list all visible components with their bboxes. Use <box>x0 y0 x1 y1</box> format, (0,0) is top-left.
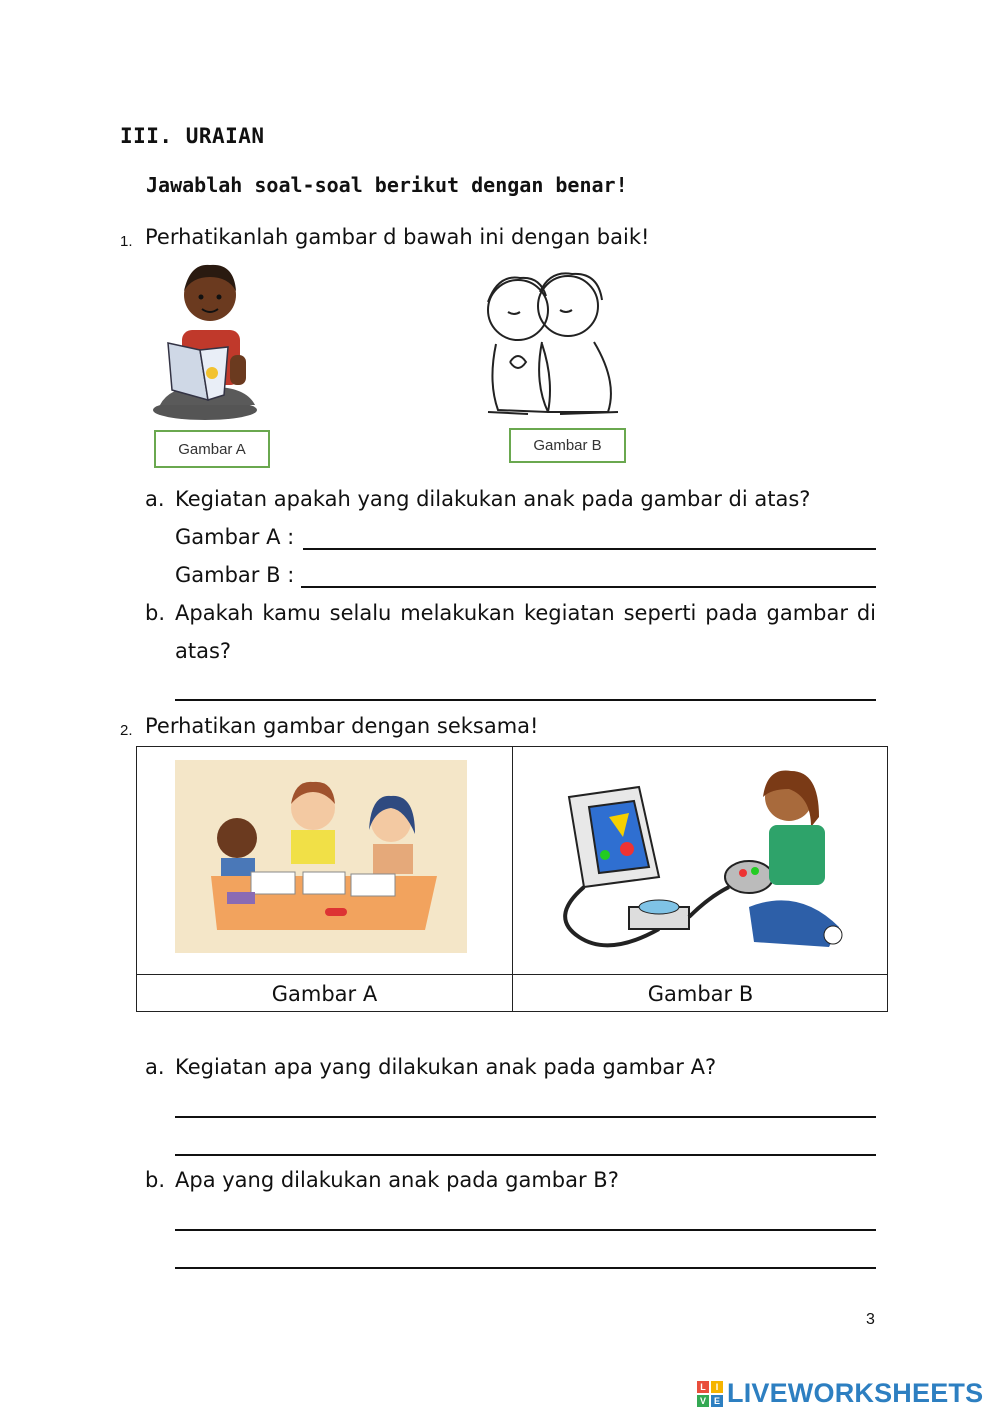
q2-a-label: a. <box>145 1055 165 1079</box>
q1-b-text-line2: atas? <box>175 639 232 663</box>
answer-line-q1a-gambar-b[interactable] <box>301 586 876 588</box>
children-praying-image <box>468 262 628 422</box>
answer-line-q1a-gambar-a[interactable] <box>303 548 876 550</box>
children-studying-image <box>175 760 467 953</box>
q1-a-label: a. <box>145 487 165 511</box>
q1-caption-a: Gambar A <box>154 430 270 468</box>
q2-b-label: b. <box>145 1168 166 1192</box>
answer-line-q2b-2[interactable] <box>175 1267 876 1269</box>
question-1-number: 1. <box>120 233 133 250</box>
table-column-divider <box>512 747 513 1011</box>
answer-line-q1b[interactable] <box>175 699 876 701</box>
instruction: Jawablah soal-soal berikut dengan benar! <box>146 173 628 197</box>
q1-a-field-b-label: Gambar B : <box>175 563 295 587</box>
section-title: III. URAIAN <box>120 124 265 148</box>
q2-caption-a: Gambar A <box>271 981 378 1006</box>
q1-caption-b: Gambar B <box>509 428 626 463</box>
q2-b-text: Apa yang dilakukan anak pada gambar B? <box>175 1168 619 1192</box>
q1-a-text: Kegiatan apakah yang dilakukan anak pada gambar di atas? <box>175 487 811 511</box>
q1-b-label: b. <box>145 601 166 625</box>
page-number: 3 <box>866 1311 875 1328</box>
q1-a-field-a-label: Gambar A : <box>175 525 295 549</box>
boy-reading-bible-image <box>150 255 270 425</box>
girl-playing-video-game-image <box>549 767 849 967</box>
question-1-prompt: Perhatikanlah gambar d bawah ini dengan baik! <box>145 225 650 249</box>
brand-name: LIVEWORKSHEETS <box>727 1378 984 1408</box>
liveworksheets-logo <box>697 1378 983 1409</box>
logo-icon <box>697 1381 723 1407</box>
picture-table <box>136 746 888 1012</box>
logo-tile: V <box>697 1395 709 1407</box>
question-2-number: 2. <box>120 722 133 739</box>
logo-tile: E <box>711 1395 723 1407</box>
q2-caption-b: Gambar B <box>647 981 754 1006</box>
answer-line-q2a-1[interactable] <box>175 1116 876 1118</box>
logo-tile: I <box>711 1381 723 1393</box>
question-2-prompt: Perhatikan gambar dengan seksama! <box>145 714 539 738</box>
logo-tile: L <box>697 1381 709 1393</box>
q1-b-text-line1: Apakah kamu selalu melakukan kegiatan seperti pada gambar di <box>175 601 876 625</box>
q2-a-text: Kegiatan apa yang dilakukan anak pada gambar A? <box>175 1055 717 1079</box>
answer-line-q2b-1[interactable] <box>175 1229 876 1231</box>
answer-line-q2a-2[interactable] <box>175 1154 876 1156</box>
